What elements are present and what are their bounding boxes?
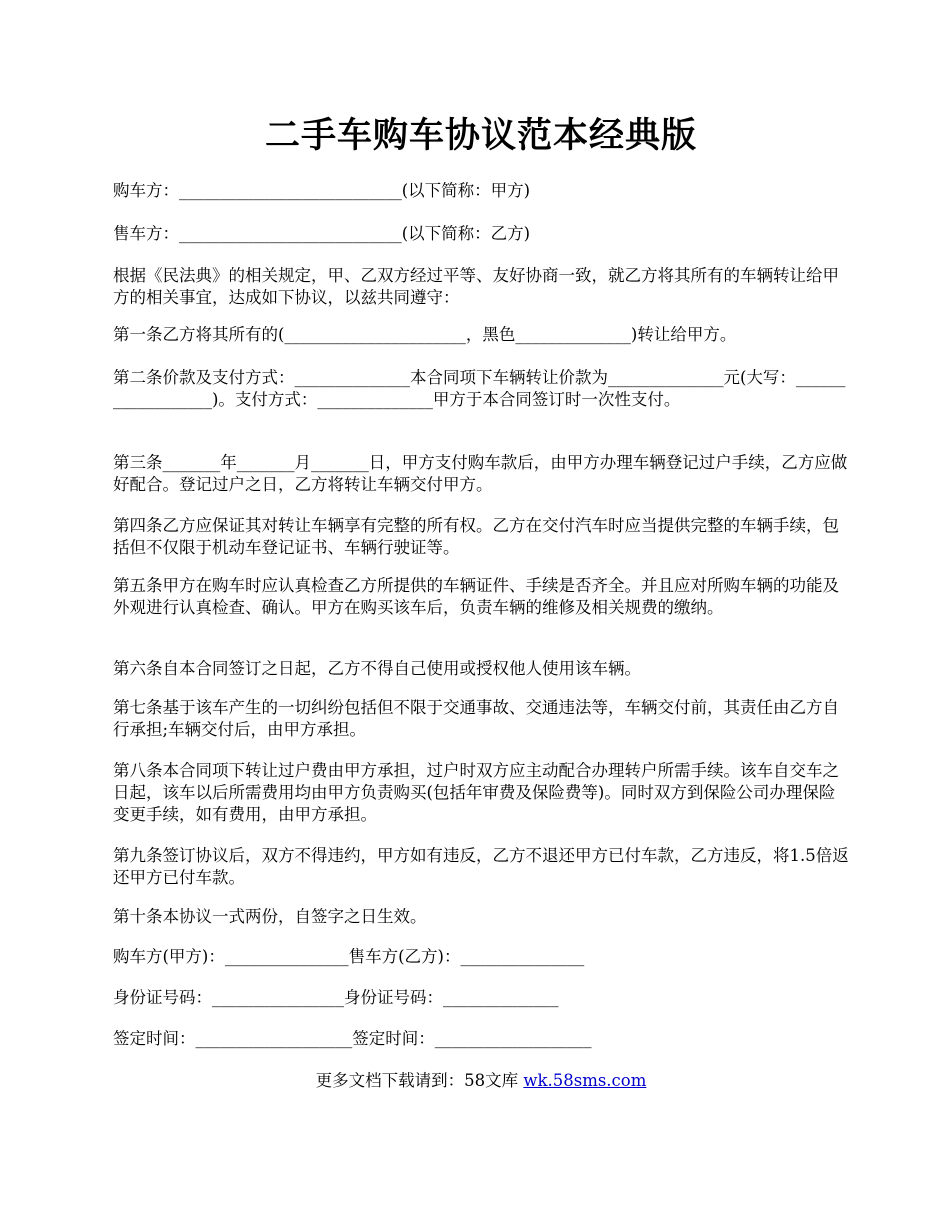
article-3: 第三条_______年_______月_______日，甲方支付购车款后，由甲方办理车辆登记过户手续，乙方应做好配合。登记过户之日，乙方将转让车辆交付甲方。: [113, 453, 848, 494]
article-6: 第六条自本合同签订之日起，乙方不得自己使用或授权他人使用该车辆。: [113, 659, 641, 678]
article-2: 第二条价款及支付方式：______________本合同项下车辆转让价款为______________元(大写：__________________)。支付方式：______________甲方于本合同签订时一次性支付。: [113, 368, 846, 409]
footer: [113, 1070, 849, 1092]
id-number-line: 身份证号码：________________身份证号码：______________: [113, 988, 559, 1007]
article-5: 第五条甲方在购车时应认真检查乙方所提供的车辆证件、手续是否齐全。并且应对所购车辆的功能及外观进行认真检查、确认。甲方在购买该车后，负责车辆的维修及相关规费的缴纳。: [113, 576, 839, 617]
footer-text: 更多文档下载请到：58文库: [315, 1071, 524, 1090]
article-7: 第七条基于该车产生的一切纠纷包括但不限于交通事故、交通违法等，车辆交付前，其责任由乙方自行承担;车辆交付后，由甲方承担。: [113, 698, 839, 739]
article-8: 第八条本合同项下转让过户费由甲方承担，过户时双方应主动配合办理转户所需手续。该车自交车之日起，该车以后所需费用均由甲方负责购买(包括年审费及保险费等)。同时双方到保险公司办理保险变更手续，如有费用，由甲方承担。: [113, 761, 839, 824]
article-9: 第九条签订协议后，双方不得违约，甲方如有违反，乙方不退还甲方已付车款，乙方违反，将1.5倍返还甲方已付车款。: [113, 846, 849, 887]
preamble-paragraph: 根据《民法典》的相关规定，甲、乙双方经过平等、友好协商一致，就乙方将其所有的车辆转让给甲方的相关事宜，达成如下协议，以兹共同遵守：: [113, 266, 839, 307]
article-10: 第十条本协议一式两份，自签字之日生效。: [113, 907, 427, 926]
signature-party-line: 购车方(甲方)：_______________售车方(乙方)：_______________: [113, 947, 585, 966]
buyer-line: 购车方：___________________________(以下简称：甲方): [113, 181, 531, 200]
seller-line: 售车方：___________________________(以下简称：乙方): [113, 224, 531, 243]
footer-link[interactable]: wk.58sms.com: [523, 1071, 647, 1090]
article-4: 第四条乙方应保证其对转让车辆享有完整的所有权。乙方在交付汽车时应当提供完整的车辆手续，包括但不仅限于机动车登记证书、车辆行驶证等。: [113, 516, 839, 557]
sign-date-line: 签定时间：___________________签定时间：___________________: [113, 1029, 592, 1048]
article-1: 第一条乙方将其所有的(______________________，黑色______________)转让给甲方。: [113, 325, 737, 344]
document-title: 二手车购车协议范本经典版: [264, 115, 697, 156]
